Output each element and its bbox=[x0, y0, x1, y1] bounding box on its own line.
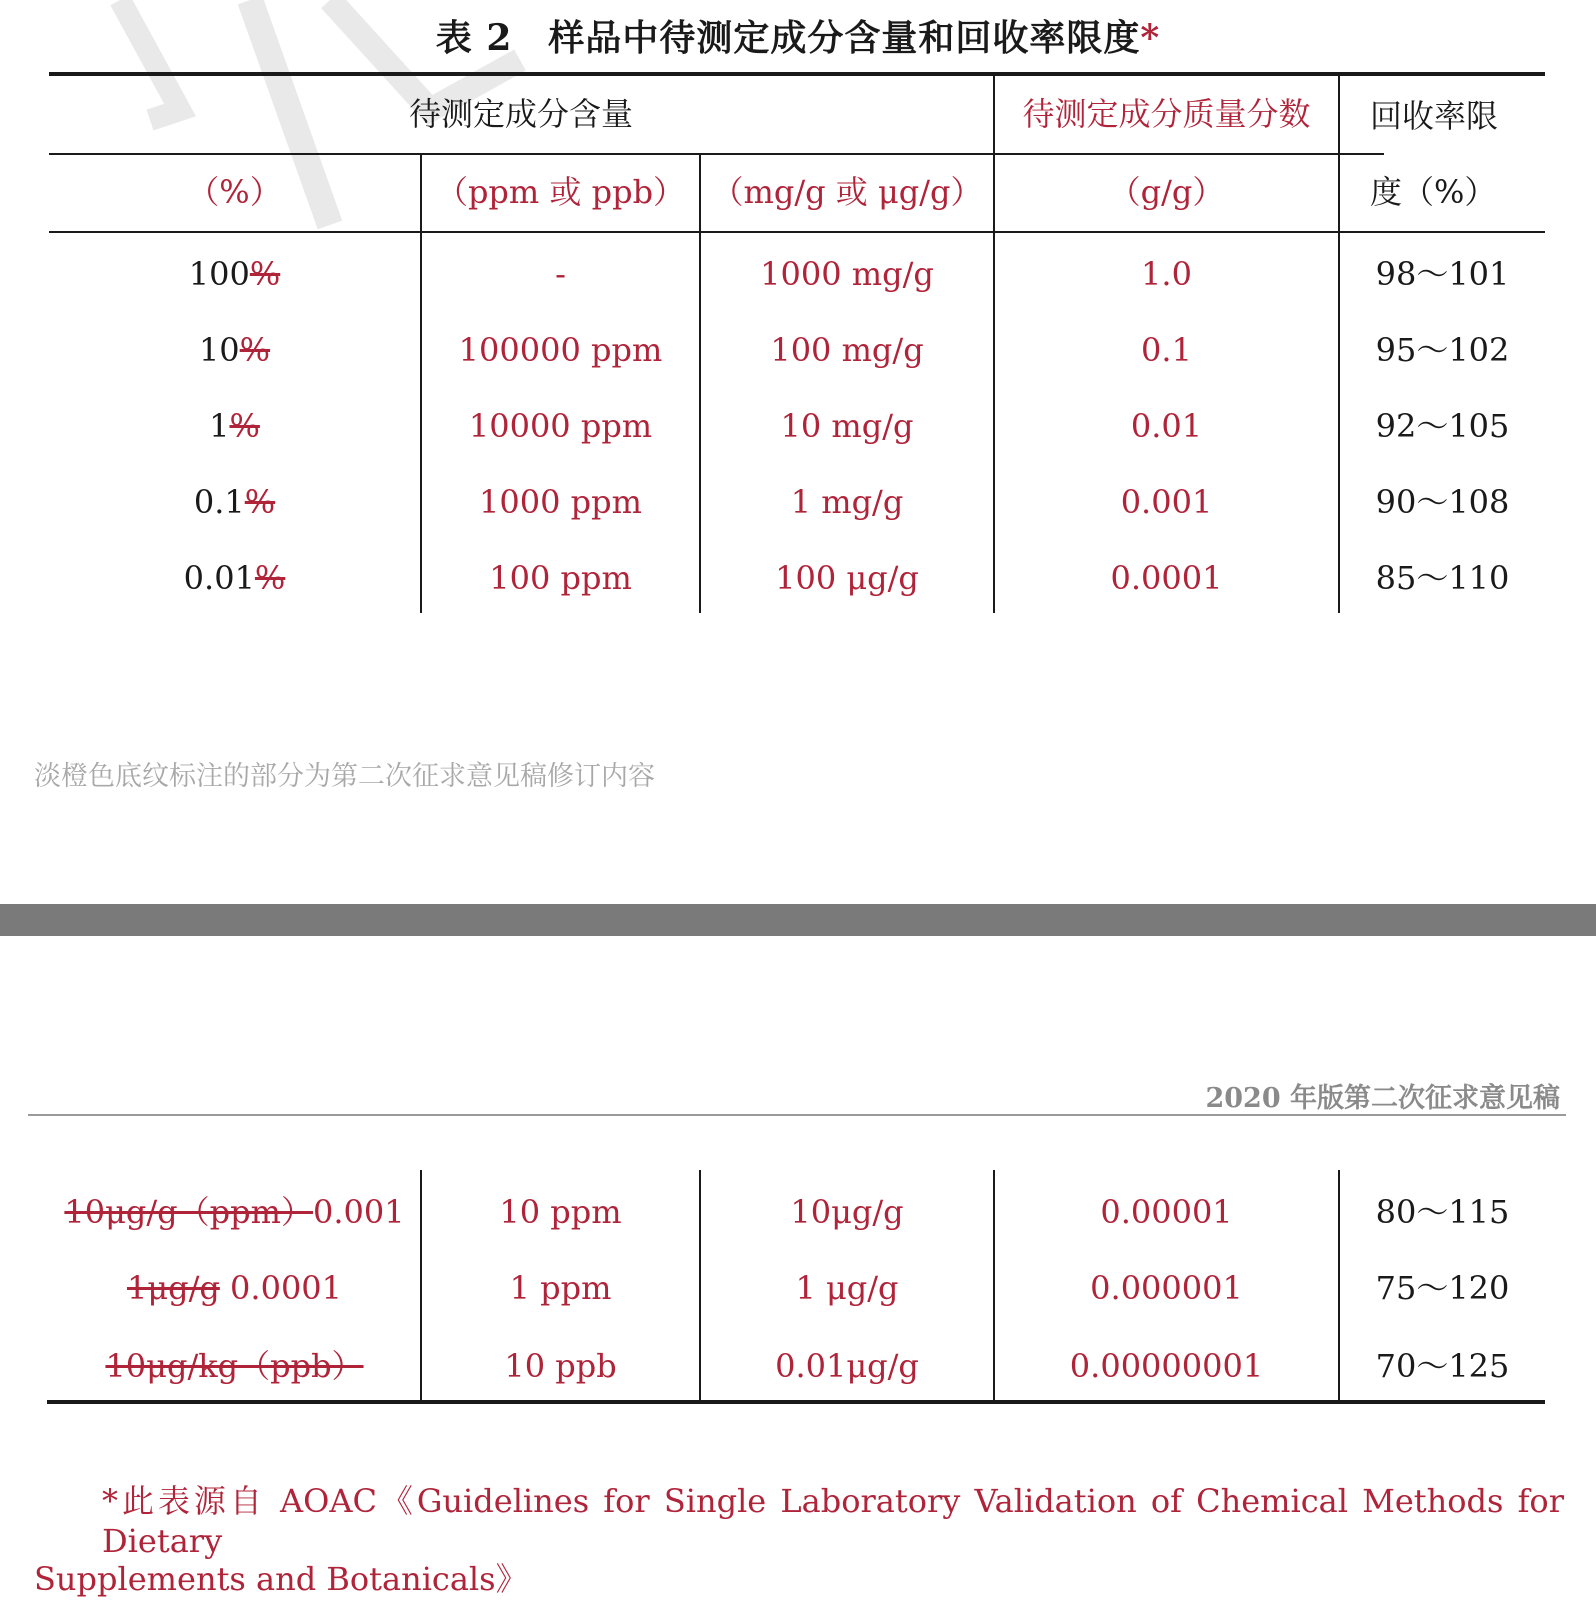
subheader-percent: （%） bbox=[187, 173, 282, 211]
cell-mg: 10 mg/g bbox=[780, 407, 914, 445]
subheader-mg: （mg/g 或 μg/g） bbox=[711, 173, 983, 211]
table-group-rule bbox=[49, 153, 1384, 155]
subheader-ppm: （ppm 或 ppb） bbox=[435, 173, 686, 211]
cell-percent: 1% bbox=[209, 407, 260, 445]
cell-ppm: 10 ppb bbox=[504, 1347, 617, 1385]
cell-recovery: 98～101 bbox=[1375, 255, 1510, 293]
cell-mg: 100 μg/g bbox=[775, 559, 919, 597]
cell-ppm: 100000 ppm bbox=[458, 331, 663, 369]
table-title-text: 样品中待测定成分含量和回收率限度 bbox=[548, 17, 1141, 59]
cell-percent: 10μg/g（ppm）0.001 bbox=[64, 1193, 405, 1231]
cell-percent: 100% bbox=[188, 255, 281, 293]
cell-gg: 1.0 bbox=[1141, 255, 1192, 293]
cell-mg: 10μg/g bbox=[790, 1193, 904, 1231]
cell-recovery: 92～105 bbox=[1375, 407, 1510, 445]
table-header-rule bbox=[49, 231, 1545, 233]
revision-note: 淡橙色底纹标注的部分为第二次征求意见稿修订内容 bbox=[34, 761, 655, 792]
cell-gg: 0.00001 bbox=[1100, 1193, 1233, 1231]
cell-recovery: 75～120 bbox=[1375, 1269, 1510, 1307]
header-recovery-line2: 度（%） bbox=[1370, 173, 1497, 211]
table-title-mark: * bbox=[1140, 17, 1161, 59]
cell-ppm: 10000 ppm bbox=[468, 407, 653, 445]
cell-mg: 1 μg/g bbox=[795, 1269, 899, 1307]
cell-mg: 1000 mg/g bbox=[760, 255, 934, 293]
cell-recovery: 95～102 bbox=[1375, 331, 1510, 369]
table-title-number: 表 2 bbox=[435, 17, 513, 59]
cell-percent: 0.01% bbox=[183, 559, 286, 597]
cell-gg: 0.01 bbox=[1130, 407, 1203, 445]
subheader-gg: （g/g） bbox=[1108, 173, 1225, 211]
cell-gg: 0.1 bbox=[1141, 331, 1192, 369]
cell-mg: 1 mg/g bbox=[790, 483, 904, 521]
cell-ppm: 100 ppm bbox=[489, 559, 632, 597]
col-divider bbox=[420, 155, 422, 613]
cell-recovery: 80～115 bbox=[1375, 1193, 1510, 1231]
cell-percent: 10μg/kg（ppb） bbox=[105, 1347, 364, 1385]
cell-ppm: 10 ppm bbox=[499, 1193, 622, 1231]
cell-gg: 0.0001 bbox=[1110, 559, 1223, 597]
header-recovery-line1: 回收率限 bbox=[1370, 97, 1499, 135]
footnote-line2: Supplements and Botanicals》 bbox=[34, 1560, 528, 1598]
table-top-rule bbox=[49, 72, 1545, 76]
cell-recovery: 70～125 bbox=[1375, 1347, 1510, 1385]
col-divider bbox=[699, 155, 701, 613]
footnote-line1: *此表源自 AOAC《Guidelines for Single Laboratory Validation of Chemical Methods for Dietary bbox=[102, 1482, 1564, 1560]
table-bottom-rule bbox=[47, 1400, 1545, 1404]
edition-header-rule bbox=[28, 1114, 1566, 1116]
table-title bbox=[0, 10, 1596, 61]
header-mass-fraction: 待测定成分质量分数 bbox=[1022, 95, 1311, 133]
cell-ppm: 1000 ppm bbox=[479, 483, 642, 521]
cell-gg: 0.00000001 bbox=[1069, 1347, 1264, 1385]
cell-gg: 0.000001 bbox=[1090, 1269, 1243, 1307]
cell-recovery: 85～110 bbox=[1375, 559, 1510, 597]
cell-percent: 1μg/g 0.0001 bbox=[126, 1269, 343, 1307]
header-content-group: 待测定成分含量 bbox=[408, 95, 633, 133]
cell-ppm: 1 ppm bbox=[509, 1269, 612, 1307]
cell-mg: 0.01μg/g bbox=[775, 1347, 919, 1385]
page-separator bbox=[0, 904, 1596, 936]
cell-percent: 0.1% bbox=[193, 483, 276, 521]
cell-mg: 100 mg/g bbox=[770, 331, 924, 369]
cell-percent: 10% bbox=[198, 331, 271, 369]
cell-recovery: 90～108 bbox=[1375, 483, 1510, 521]
edition-header: 2020 年版第二次征求意见稿 bbox=[1205, 1083, 1560, 1114]
cell-gg: 0.001 bbox=[1120, 483, 1213, 521]
cell-ppm: - bbox=[555, 255, 566, 293]
